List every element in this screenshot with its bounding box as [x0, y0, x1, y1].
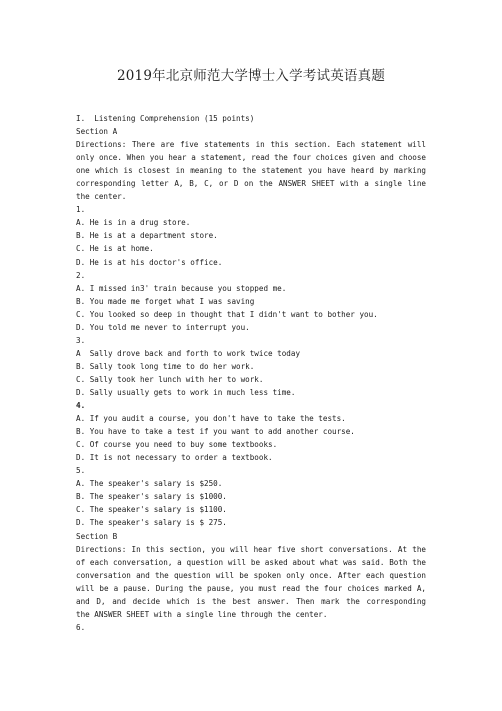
section-a-directions-line: one which is closest in meaning to the statement you have heard by marking [76, 166, 426, 176]
answer-option: A. He is in a drug store. [76, 218, 191, 228]
section-a-directions-line: only once. When you hear a statement, read the four choices given and choose [76, 153, 426, 163]
question-number: 2. [76, 270, 86, 280]
question-number: 4. [76, 401, 86, 411]
answer-option: A. I missed in3' train because you stopped me. [76, 283, 287, 293]
answer-option: C. The speaker's salary is $1100. [76, 505, 227, 515]
section-a-directions-line: Directions: There are five statements in this section. Each statement will [76, 140, 426, 150]
answer-option: C. You looked so deep in thought that I didn't want to bother you. [76, 309, 378, 319]
section-a-directions-line: the center. [76, 192, 127, 202]
section-b-directions-line: and D, and decide which is the best answer. Then mark the corresponding [76, 596, 426, 606]
answer-option: D. You told me never to interrupt you. [76, 322, 250, 332]
section-a-heading: Section A [76, 127, 118, 137]
section-b-directions-line: will be a pause. During the pause, you must read the four choices marked A, [76, 583, 426, 593]
document-title: 2019年北京师范大学博士入学考试英语真题 [116, 68, 386, 84]
answer-option: D. The speaker's salary is $ 275. [76, 518, 227, 528]
answer-option: D. Sally usually gets to work in much less time. [76, 387, 296, 397]
section-b-heading: Section B [76, 531, 118, 541]
section-b-directions-line: Directions: In this section, you will hear five short conversations. At the [76, 544, 426, 554]
question-number: 5. [76, 466, 86, 476]
section-b-directions-line: of each conversation, a question will be asked about what was said. Both the [76, 557, 426, 567]
answer-option: D. It is not necessary to order a textbook. [76, 453, 273, 463]
answer-option: D. He is at his doctor's office. [76, 257, 223, 267]
question-number: 1. [76, 205, 86, 215]
section-b-directions-line: conversation and the question will be spoken only once. After each question [76, 570, 426, 580]
question-number: 6. [76, 622, 86, 632]
section-a-directions-line: corresponding letter A, B, C, or D on the ANSWER SHEET with a single line [76, 179, 426, 189]
answer-option: A. If you audit a course, you don't have to take the tests. [76, 414, 346, 424]
answer-option: A Sally drove back and forth to work twice today [76, 348, 301, 358]
answer-option: C. Sally took her lunch with her to work. [76, 374, 264, 384]
answer-option: B. He is at a department store. [76, 231, 218, 241]
answer-option: B. You made me forget what I was saving [76, 296, 255, 306]
part-heading: I. Listening Comprehension (15 points) [76, 114, 255, 123]
answer-option: C. Of course you need to buy some textbooks. [76, 440, 278, 450]
answer-option: B. The speaker's salary is $1000. [76, 492, 227, 502]
document-body [76, 112, 426, 634]
answer-option: B. Sally took long time to do her work. [76, 361, 255, 371]
answer-option: C. He is at home. [76, 244, 154, 254]
question-number: 3. [76, 335, 86, 345]
answer-option: A. The speaker's salary is $250. [76, 479, 223, 489]
section-b-directions-line: the ANSWER SHEET with a single line through the center. [76, 609, 328, 619]
answer-option: B. You have to take a test if you want to add another course. [76, 427, 355, 437]
